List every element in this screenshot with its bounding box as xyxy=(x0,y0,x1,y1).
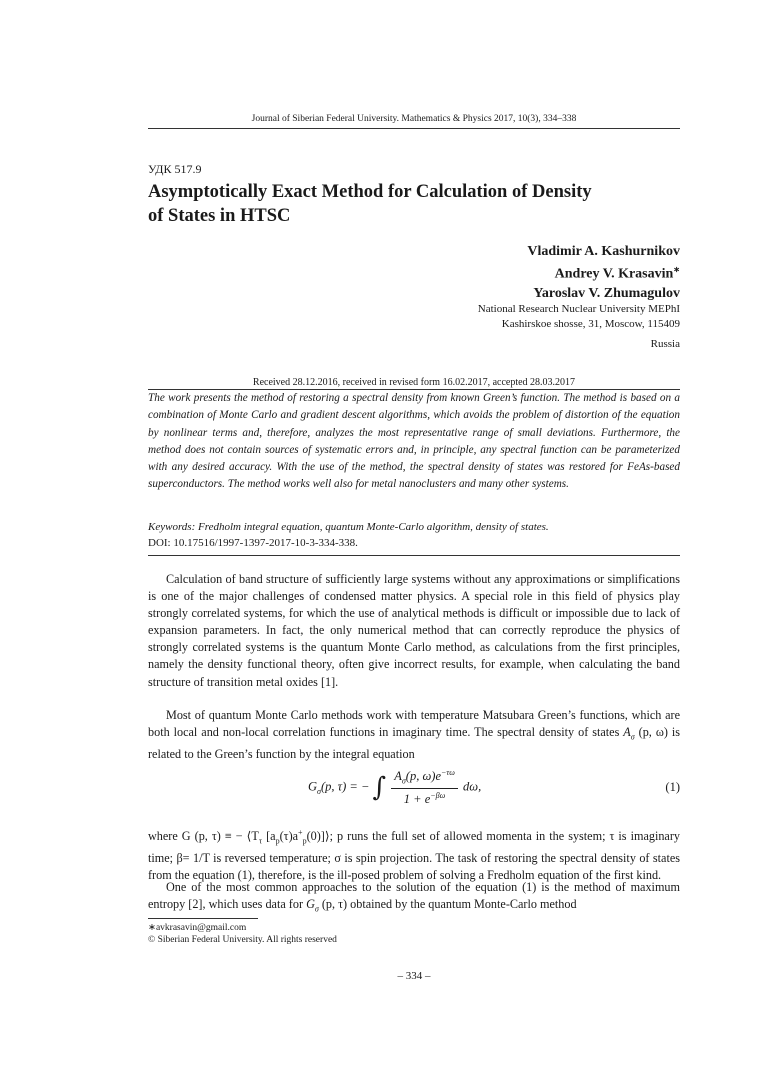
affiliation-line-3: Russia xyxy=(650,338,680,350)
title-line-1: Asymptotically Exact Method for Calculation of Density xyxy=(148,182,592,202)
header-rule xyxy=(148,128,680,129)
footnote-rule xyxy=(148,918,258,919)
journal-header: Journal of Siberian Federal University. Mathematics & Physics 2017, 10(3), 334–338 xyxy=(251,114,577,124)
title-line-2: of States in HTSC xyxy=(148,206,291,226)
received-dates: Received 28.12.2016, received in revised form 16.02.2017, accepted 28.03.2017 xyxy=(252,377,576,388)
paragraph-3: where G (p, τ) ≡ − $⟨T_\tau$ $[a_p(\tau)a^+_p(0)]⟩$; p runs the full set of allowed momenta in the system; τ is imaginary time; β= 1/T is reversed temperature; σ is spin projection. The task of restoring the spectral density of states from the equation (1), therefore, is the ill-posed problem of solving a Fredholm equation of the first kind. xyxy=(148,828,680,882)
equation-fraction: $\frac{A_\sigma(p, \omega)e^{-\tau\omega}}{1 + e^{-\beta\omega}}$ xyxy=(391,768,458,807)
keywords-block xyxy=(148,519,680,551)
author-3: Yaroslav V. Zhumagulov xyxy=(533,286,680,301)
paragraph-2: Most of quantum Monte Carlo methods work with temperature Matsubara Green’s functions, which are both local and non-local correlation functions in imaginary time. The spectral density of states $A_\sigma$ (p, ω) is related to the Green’s function by the integral equation xyxy=(148,708,680,761)
author-2: Andrey V. Krasavin∗ xyxy=(554,265,680,282)
author-mark: ∗ xyxy=(673,265,680,274)
paragraph-4: One of the most common approaches to the solution of the equation (1) is the method of maximum entropy [2], which uses data for $G_\sigma$ (p, τ) obtained by the quantum Monte-Carlo method xyxy=(148,880,680,914)
abstract-bottom-rule xyxy=(148,555,680,556)
equation-number: (1) xyxy=(665,780,680,794)
paragraph-1: Calculation of band structure of sufficiently large systems without any approximations or simplifications is one of the major challenges of condensed matter physics. A special role in this field of physics play strongly correlated systems, for which the use of analytical methods is difficult or impossible due to lack of expansion parameters. In fact, the only numerical method that can correctly reproduce the physics of strongly correlated systems is the quantum Monte Carlo method, as calculations from the first principles, namely the density functional theory, often give incorrect results, for example, when calculating the band structure of transition metal oxides [1]. xyxy=(148,572,680,689)
equation-body: $G_\sigma(p$, τ) = − ∫ $\frac{A_\sigma(p, \omega)e^{-\tau\omega}}{1 + e^{-\beta\omega}}$ dω, xyxy=(308,768,482,806)
page-number: – 334 – xyxy=(397,970,431,982)
abstract-text: The work presents the method of restoring a spectral density from known Green’s function. The method is based on a combination of Monte Carlo and gradient descent algorithms, which avoids the problem of distortion of the equation by nonlinear terms and, therefore, analyzes the most representative range of small deviations. Furthermore, the method does not contain sources of systematic errors and, in principle, any spectral function can be parameterized with any desired accuracy. With the use of the method, the spectral density of states was restored for FeAs-based superconductors. The method works well also for metal nanoclusters and many other systems. xyxy=(148,392,680,491)
paper-title xyxy=(148,180,688,228)
keywords: Keywords: Fredholm integral equation, quantum Monte-Carlo algorithm, density of states. xyxy=(148,521,549,533)
author-1: Vladimir A. Kashurnikov xyxy=(527,244,680,259)
doi: DOI: 10.17516/1997-1397-2017-10-3-334-338. xyxy=(148,537,358,549)
affiliation-line-1: National Research Nuclear University MEPhI xyxy=(477,303,680,315)
footnote-copyright: © Siberian Federal University. All rights reserved xyxy=(148,935,337,945)
affiliation-line-2: Kashirskoe shosse, 31, Moscow, 115409 xyxy=(501,318,680,330)
integral-sign: ∫ xyxy=(372,772,387,803)
udc-code: УДК 517.9 xyxy=(148,162,202,176)
footnote-email: ∗avkrasavin@gmail.com xyxy=(148,923,247,933)
equation-1 xyxy=(148,768,680,808)
